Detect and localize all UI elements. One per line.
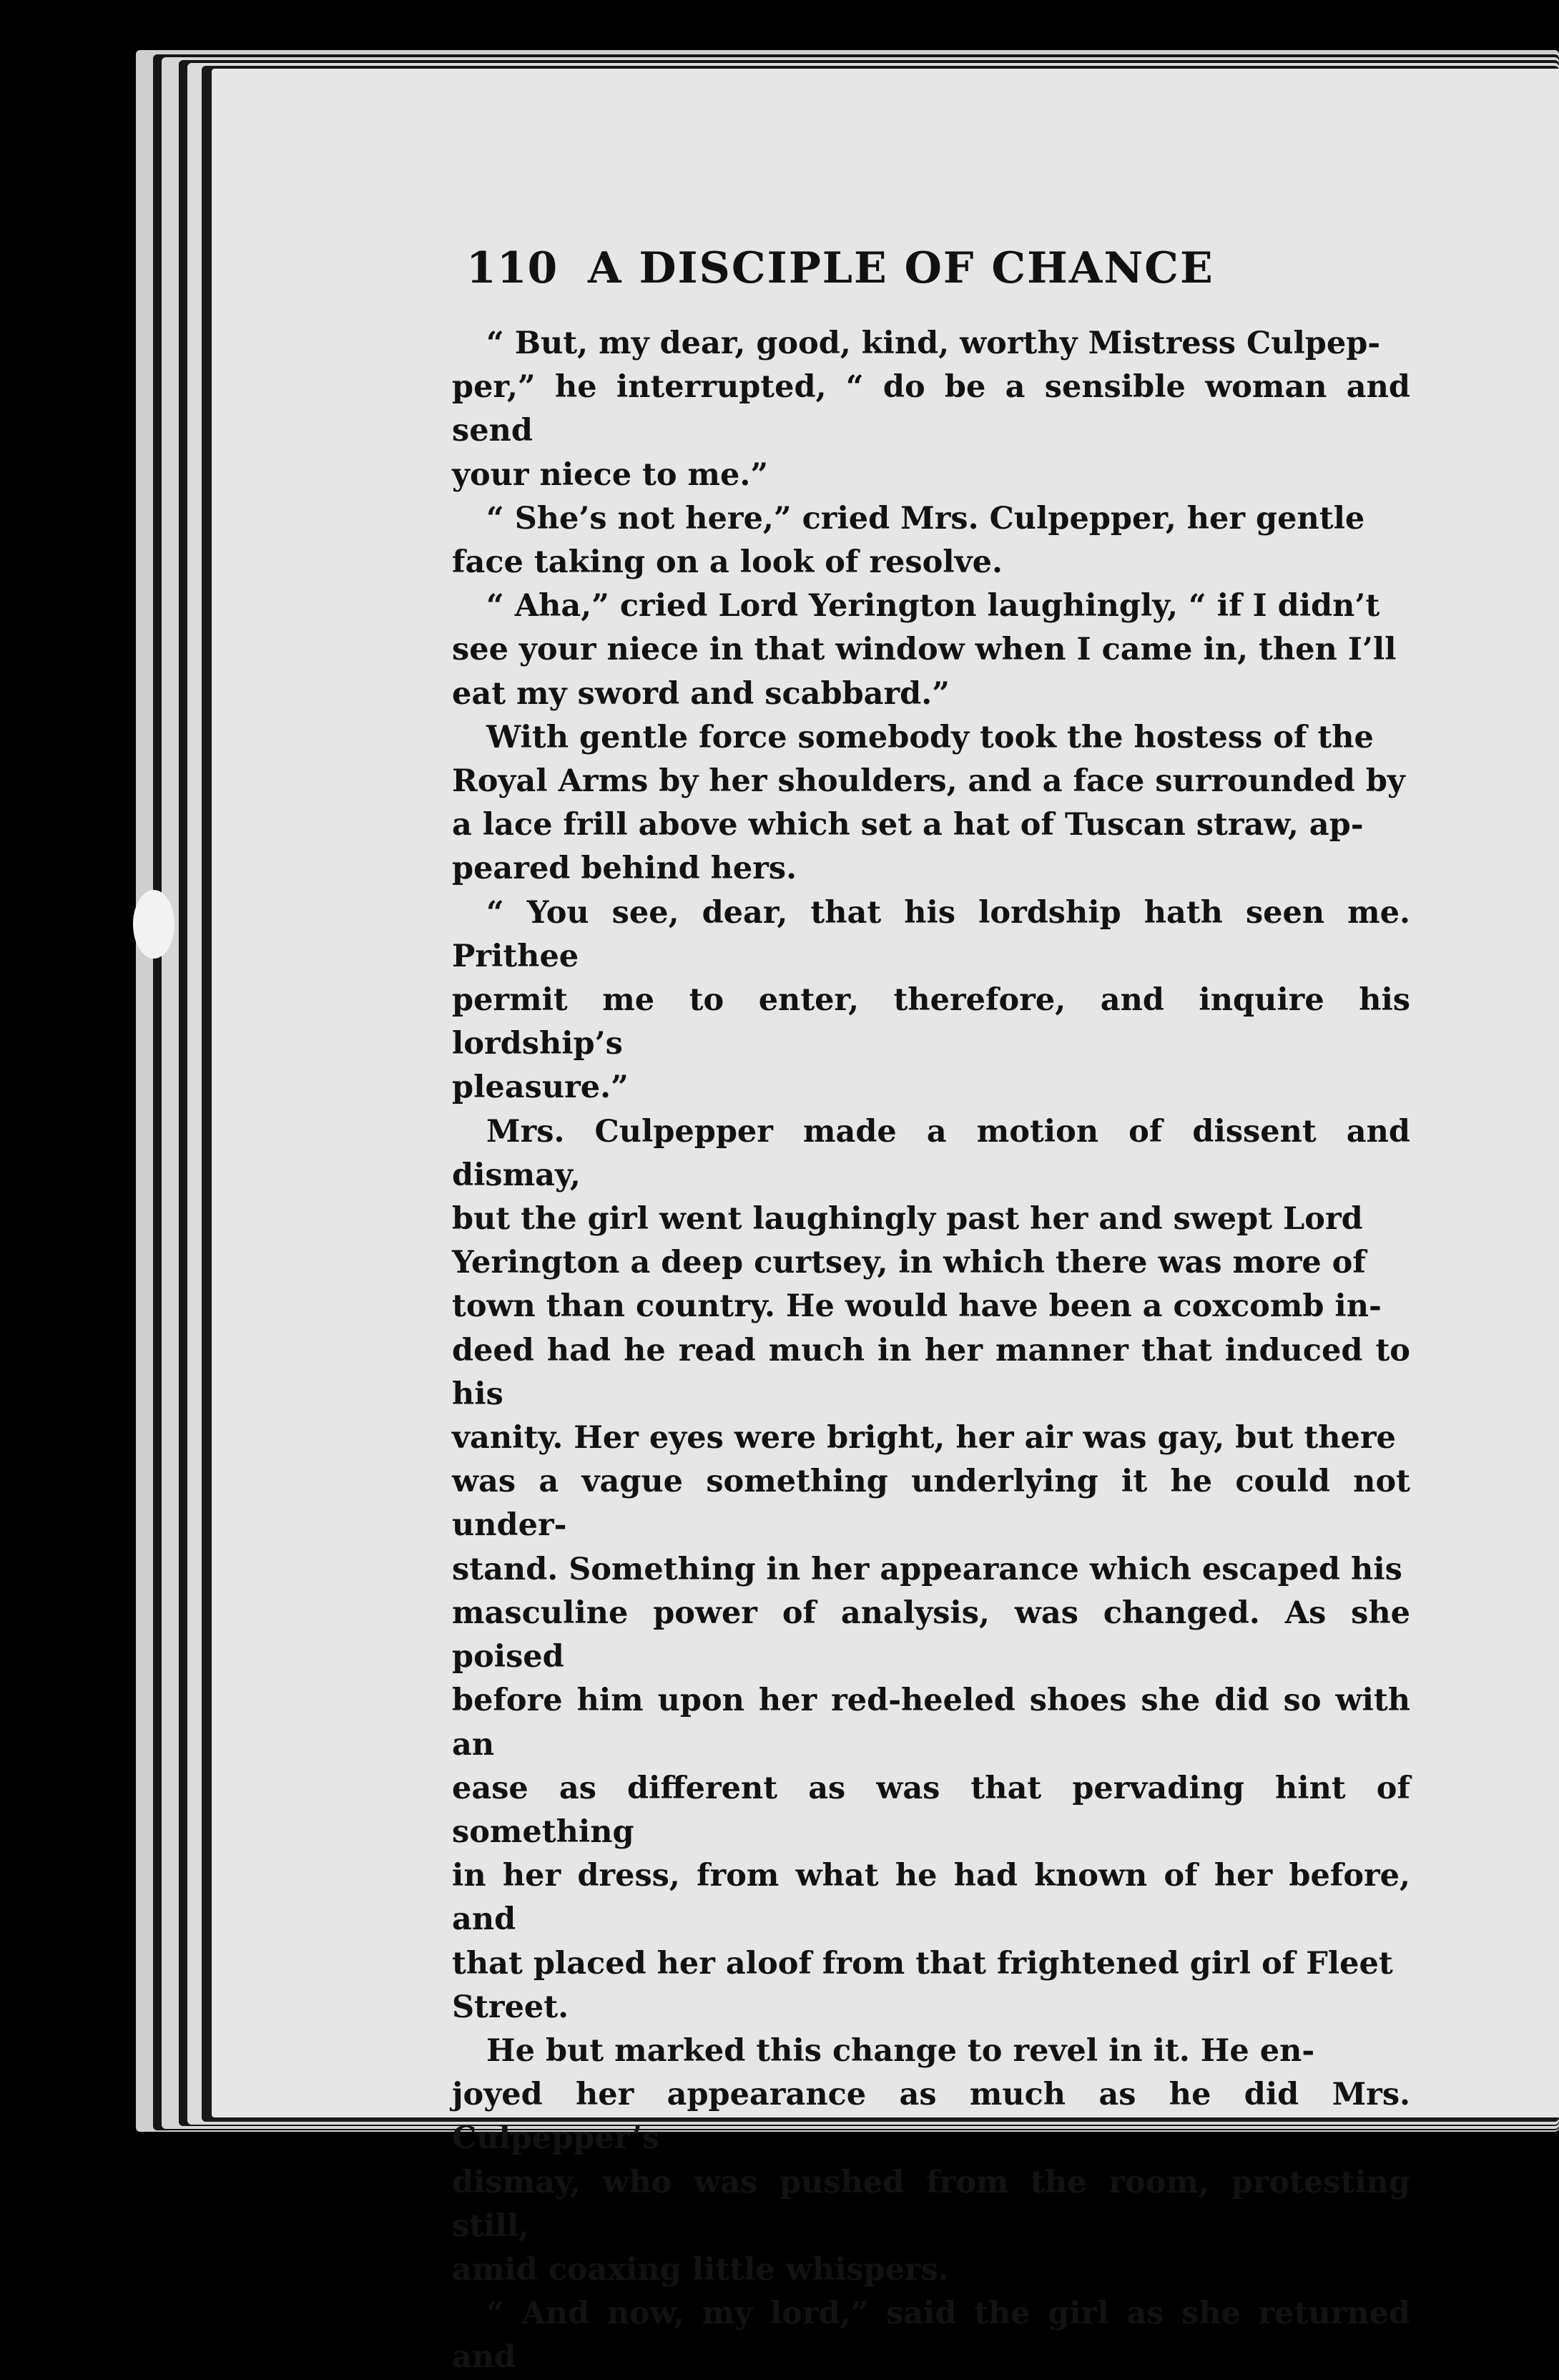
running-title: A DISCIPLE OF CHANCE — [588, 243, 1214, 293]
paragraph: With gentle force somebody took the hostess of the Royal Arms by her shoulders, and a face surrounded by a lace frill above which set a hat of Tuscan straw, ap- peared behind hers. — [452, 719, 1405, 887]
paragraph: He but marked this change to revel in it. He en- joyed her appearance as much as he did Mrs. Culpepper’s dismay, who was pushed from the room, protesting still, amid coaxing little whispers. — [452, 2032, 1410, 2288]
paper-spot — [133, 890, 174, 959]
paragraph: “ And now, my lord,” said the girl as she returned and — [452, 2296, 1410, 2376]
page-header — [466, 243, 1253, 293]
paragraph: “ She’s not here,” cried Mrs. Culpepper, her gentle face taking on a look of resolve. — [452, 500, 1365, 581]
body-text — [452, 322, 1410, 2380]
paragraph: Mrs. Culpepper made a motion of dissent and dismay, but the girl went laughingly past her and swept Lord Yerington a deep curtsey, in which there was more of town than country. He would have been a coxcomb in- deed had he read much in her manner that induced to his vanity. Her eyes were bright, her air was gay, but there was a vague something underlying it he could not under- stand. Something in her appearance which escaped his masculine power of analysis, was changed. As she poised before him upon her red-heeled shoes she did so with an ease as different as was that pervading hint of something in her dress, from what he had known of her before, and that placed her aloof from that frightened girl of Fleet Street. — [452, 1113, 1410, 2025]
paragraph: “ You see, dear, that his lordship hath seen me. Prithee permit me to enter, therefore, and inquire his lordship’s pleasure.” — [452, 894, 1410, 1106]
page-number: 110 — [466, 243, 559, 293]
paragraph: “ But, my dear, good, kind, worthy Mistress Culpep- per,” he interrupted, “ do be a sensible woman and send your niece to me.” — [452, 325, 1410, 493]
paragraph: “ Aha,” cried Lord Yerington laughingly, “ if I didn’t see your niece in that window when I came in, then I’ll eat my sword and scabbard.” — [452, 588, 1397, 712]
